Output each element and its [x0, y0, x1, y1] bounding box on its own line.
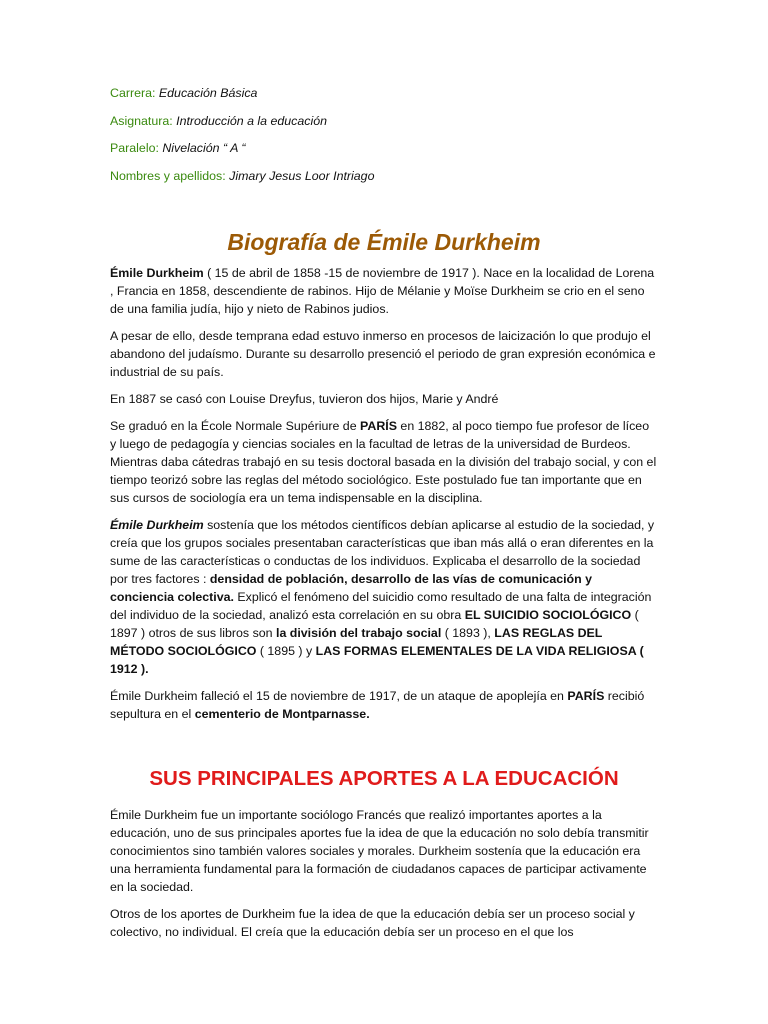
text: Émile Durkheim falleció el 15 de noviembre de 1917, de un ataque de apoplejía en [110, 688, 568, 703]
meta-paralelo [110, 139, 658, 157]
text: Explicó el fenómeno del suicidio como resultado de una falta de integración del individuo de la sociedad, analizó esta correlación en su obra [110, 589, 652, 622]
meta-label: Asignatura: [110, 113, 173, 128]
bold-italic-text: Émile Durkheim [110, 517, 204, 532]
text: ( 1893 ), [441, 625, 495, 640]
meta-value: Nivelación “ A “ [162, 141, 246, 155]
paragraph-4 [110, 417, 658, 507]
paragraph-3: En 1887 se casó con Louise Dreyfus, tuvieron dos hijos, Marie y André [110, 391, 499, 406]
bold-text: densidad de población, desarrollo de las vías de comunicación y conciencia colectiva. [110, 571, 593, 604]
header-info [110, 84, 658, 185]
bold-text: EL SUICIDIO SOCIOLÓGICO [464, 607, 632, 622]
meta-label: Nombres y apellidos: [110, 168, 226, 183]
paragraph-6 [110, 687, 658, 723]
paragraph-1 [110, 264, 658, 318]
bold-text: Émile Durkheim [110, 265, 204, 280]
meta-value: Jimary Jesus Loor Intriago [229, 168, 375, 183]
bold-text: PARÍS [567, 688, 605, 703]
document-body [110, 84, 658, 950]
meta-label: Paralelo: [110, 141, 159, 155]
bold-text: PARÍS [360, 418, 397, 433]
meta-carrera [110, 84, 658, 102]
text: sostenía que los métodos científicos debían aplicarse al estudio de la sociedad, y creía que los grupos sociales presentaban características que iban más allá o eran diferentes en la sume de las características o conductas de los individuos. Explicaba el desarrollo de la sociedad por tres factores : [110, 517, 655, 586]
bold-text: la división del trabajo social [276, 625, 442, 640]
meta-value: Educación Básica [158, 86, 258, 100]
paragraph-2: A pesar de ello, desde temprana edad estuvo inmerso en procesos de laicización lo que produjo el abandono del judaísmo. Durante su desarrollo presenció el periodo de gran expresión económica e industrial de su país. [110, 328, 656, 379]
text: ( 1895 ) y [256, 643, 316, 658]
bold-text: cementerio de Montparnasse. [194, 706, 370, 721]
meta-label: Carrera: [110, 86, 156, 100]
text: ( 15 de abril de 1858 -15 de noviembre de 1917 ). Nace en la localidad de Lorena , Francia en 1858, descendiente de rabinos. Hijo de Mélanie y Moïse Durkheim se crio en el seno de una familia judía, hijo y nieto de Rabinos judios. [110, 265, 655, 316]
text: Se graduó en la École Normale Supériure de [110, 418, 361, 433]
bold-text: LAS FORMAS ELEMENTALES DE LA VIDA RELIGIOSA ( 1912 ). [110, 643, 644, 676]
paragraph-7: Émile Durkheim fue un importante sociólogo Francés que realizó importantes aportes a la educación, uno de sus principales aportes fue la idea de que la educación no solo debía transmitir conocimientos sino también valores sociales y morales. Durkheim sostenía que la educación era una herramienta fundamental para la formación de ciudadanos capaces de participar activamente en la sociedad. [110, 807, 649, 894]
text: ( 1897 ) otros de sus libros son [110, 607, 639, 640]
meta-nombres [110, 167, 658, 185]
section-heading: SUS PRINCIPALES APORTES A LA EDUCACIÓN [149, 766, 619, 790]
paragraph-8: Otros de los aportes de Durkheim fue la idea de que la educación debía ser un proceso social y colectivo, no individual. El creía que la educación debía ser un proceso en el que los [110, 906, 635, 939]
page-title: Biografía de Émile Durkheim [227, 228, 541, 255]
meta-value: Introducción a la educación [176, 113, 327, 128]
bold-text: LAS REGLAS DEL MÉTODO SOCIOLÓGICO [110, 625, 603, 658]
text: en 1882, al poco tiempo fue profesor de líceo y luego de pedagogía y ciencias sociales en la facultad de letras de la universidad de Burdeos. Mientras daba cátedras trabajó en su tesis doctoral basada en la división del trabajo social, y con el tiempo teorizó sobre las reglas del método sociológico. Este postulado fue tan importante que en sus cursos de sociología era un tema indispensable en la disciplina. [110, 418, 657, 505]
paragraph-5 [110, 516, 658, 678]
meta-asignatura [110, 112, 658, 130]
text: recibió sepultura en el [110, 688, 645, 721]
